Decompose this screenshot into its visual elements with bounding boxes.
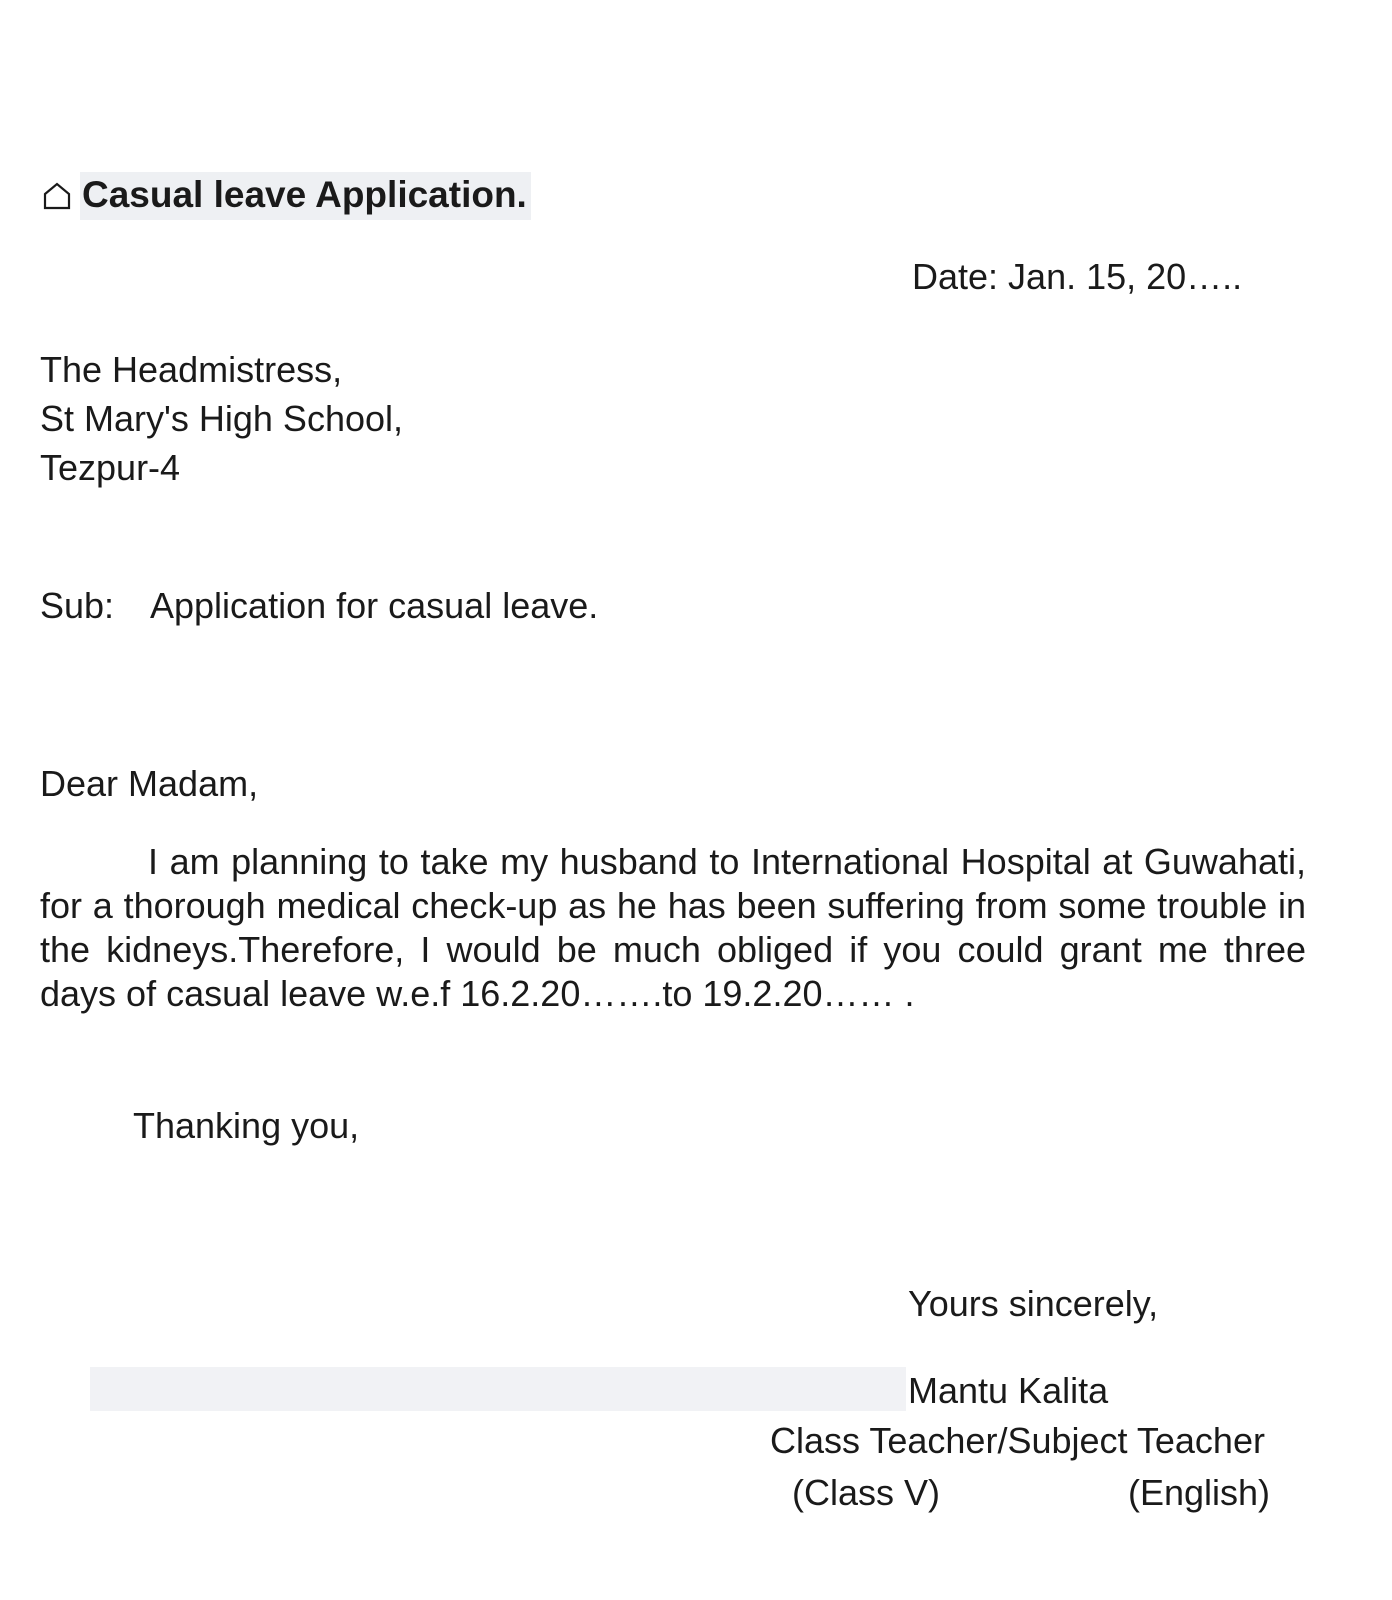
valediction: Yours sincerely,: [908, 1283, 1159, 1324]
letter-body: I am planning to take my husband to International Hospital at Guwahati, for a thorough medical check-up as he has been suffering from some trouble in the kidneys.Therefore, I would be much obliged if you could grant me three days of casual leave w.e.f 16.2.20…….to 19.2.20…… .: [40, 841, 1306, 1014]
recipient-line-3: Tezpur-4: [40, 447, 181, 488]
salutation: Dear Madam,: [40, 763, 259, 804]
redaction-highlight: [90, 1367, 906, 1411]
subject-line: [40, 585, 598, 627]
signer-subject: (English): [1128, 1472, 1271, 1513]
subject-label: Sub:: [40, 585, 115, 626]
document-title-row: [42, 172, 531, 220]
subject-text: Application for casual leave.: [150, 585, 599, 626]
letter-date: Date: Jan. 15, 20…..: [912, 256, 1243, 297]
signer-name: Mantu Kalita: [908, 1370, 1109, 1411]
signer-class: (Class V): [792, 1472, 941, 1513]
house-icon: [42, 181, 72, 211]
recipient-line-1: The Headmistress,: [40, 349, 343, 390]
recipient-line-2: St Mary's High School,: [40, 398, 404, 439]
document-title: Casual leave Application.: [80, 172, 531, 220]
signer-role: Class Teacher/Subject Teacher: [770, 1420, 1265, 1461]
closing-line: Thanking you,: [133, 1105, 360, 1146]
